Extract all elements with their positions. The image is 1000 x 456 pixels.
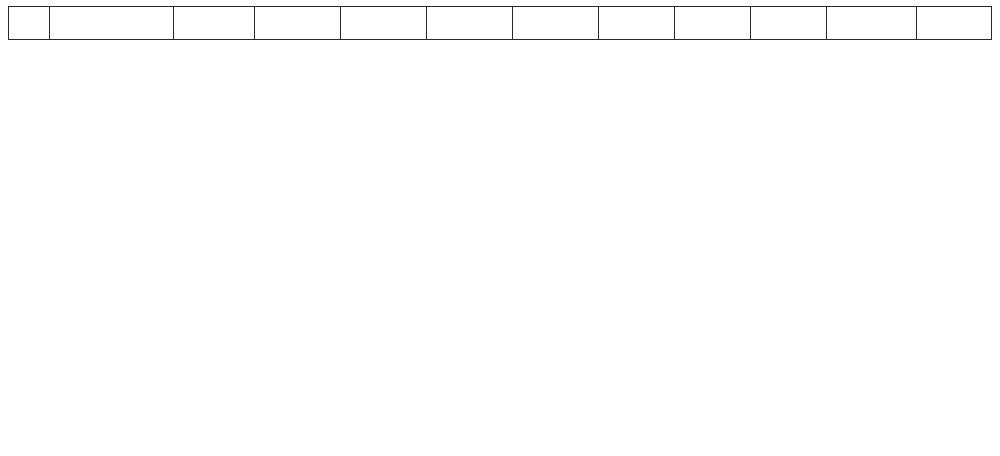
header-row-race-dates bbox=[9, 23, 992, 40]
race-name-header bbox=[827, 7, 917, 24]
driver-header bbox=[50, 7, 174, 24]
pos-header bbox=[9, 7, 50, 24]
class-header bbox=[174, 7, 255, 24]
total-header-top bbox=[917, 7, 992, 24]
race-name-header bbox=[513, 7, 599, 24]
race-date-header bbox=[341, 23, 427, 40]
race-date-header bbox=[751, 23, 827, 40]
race-name-header bbox=[675, 7, 751, 24]
total-header bbox=[917, 23, 992, 40]
race-name-header bbox=[599, 7, 675, 24]
header-row-race-names bbox=[9, 7, 992, 24]
race-date-header bbox=[427, 23, 513, 40]
race-date-header bbox=[827, 23, 917, 40]
race-name-header bbox=[427, 7, 513, 24]
race-date-header bbox=[599, 23, 675, 40]
race-date-header bbox=[513, 23, 599, 40]
race-name-header bbox=[255, 7, 341, 24]
race-date-header bbox=[255, 23, 341, 40]
race-date-header bbox=[675, 23, 751, 40]
class-header-spacer bbox=[174, 23, 255, 40]
driver-header-spacer bbox=[50, 23, 174, 40]
race-name-header bbox=[341, 7, 427, 24]
pos-header-spacer bbox=[9, 23, 50, 40]
standings-table bbox=[8, 6, 992, 40]
race-name-header bbox=[751, 7, 827, 24]
